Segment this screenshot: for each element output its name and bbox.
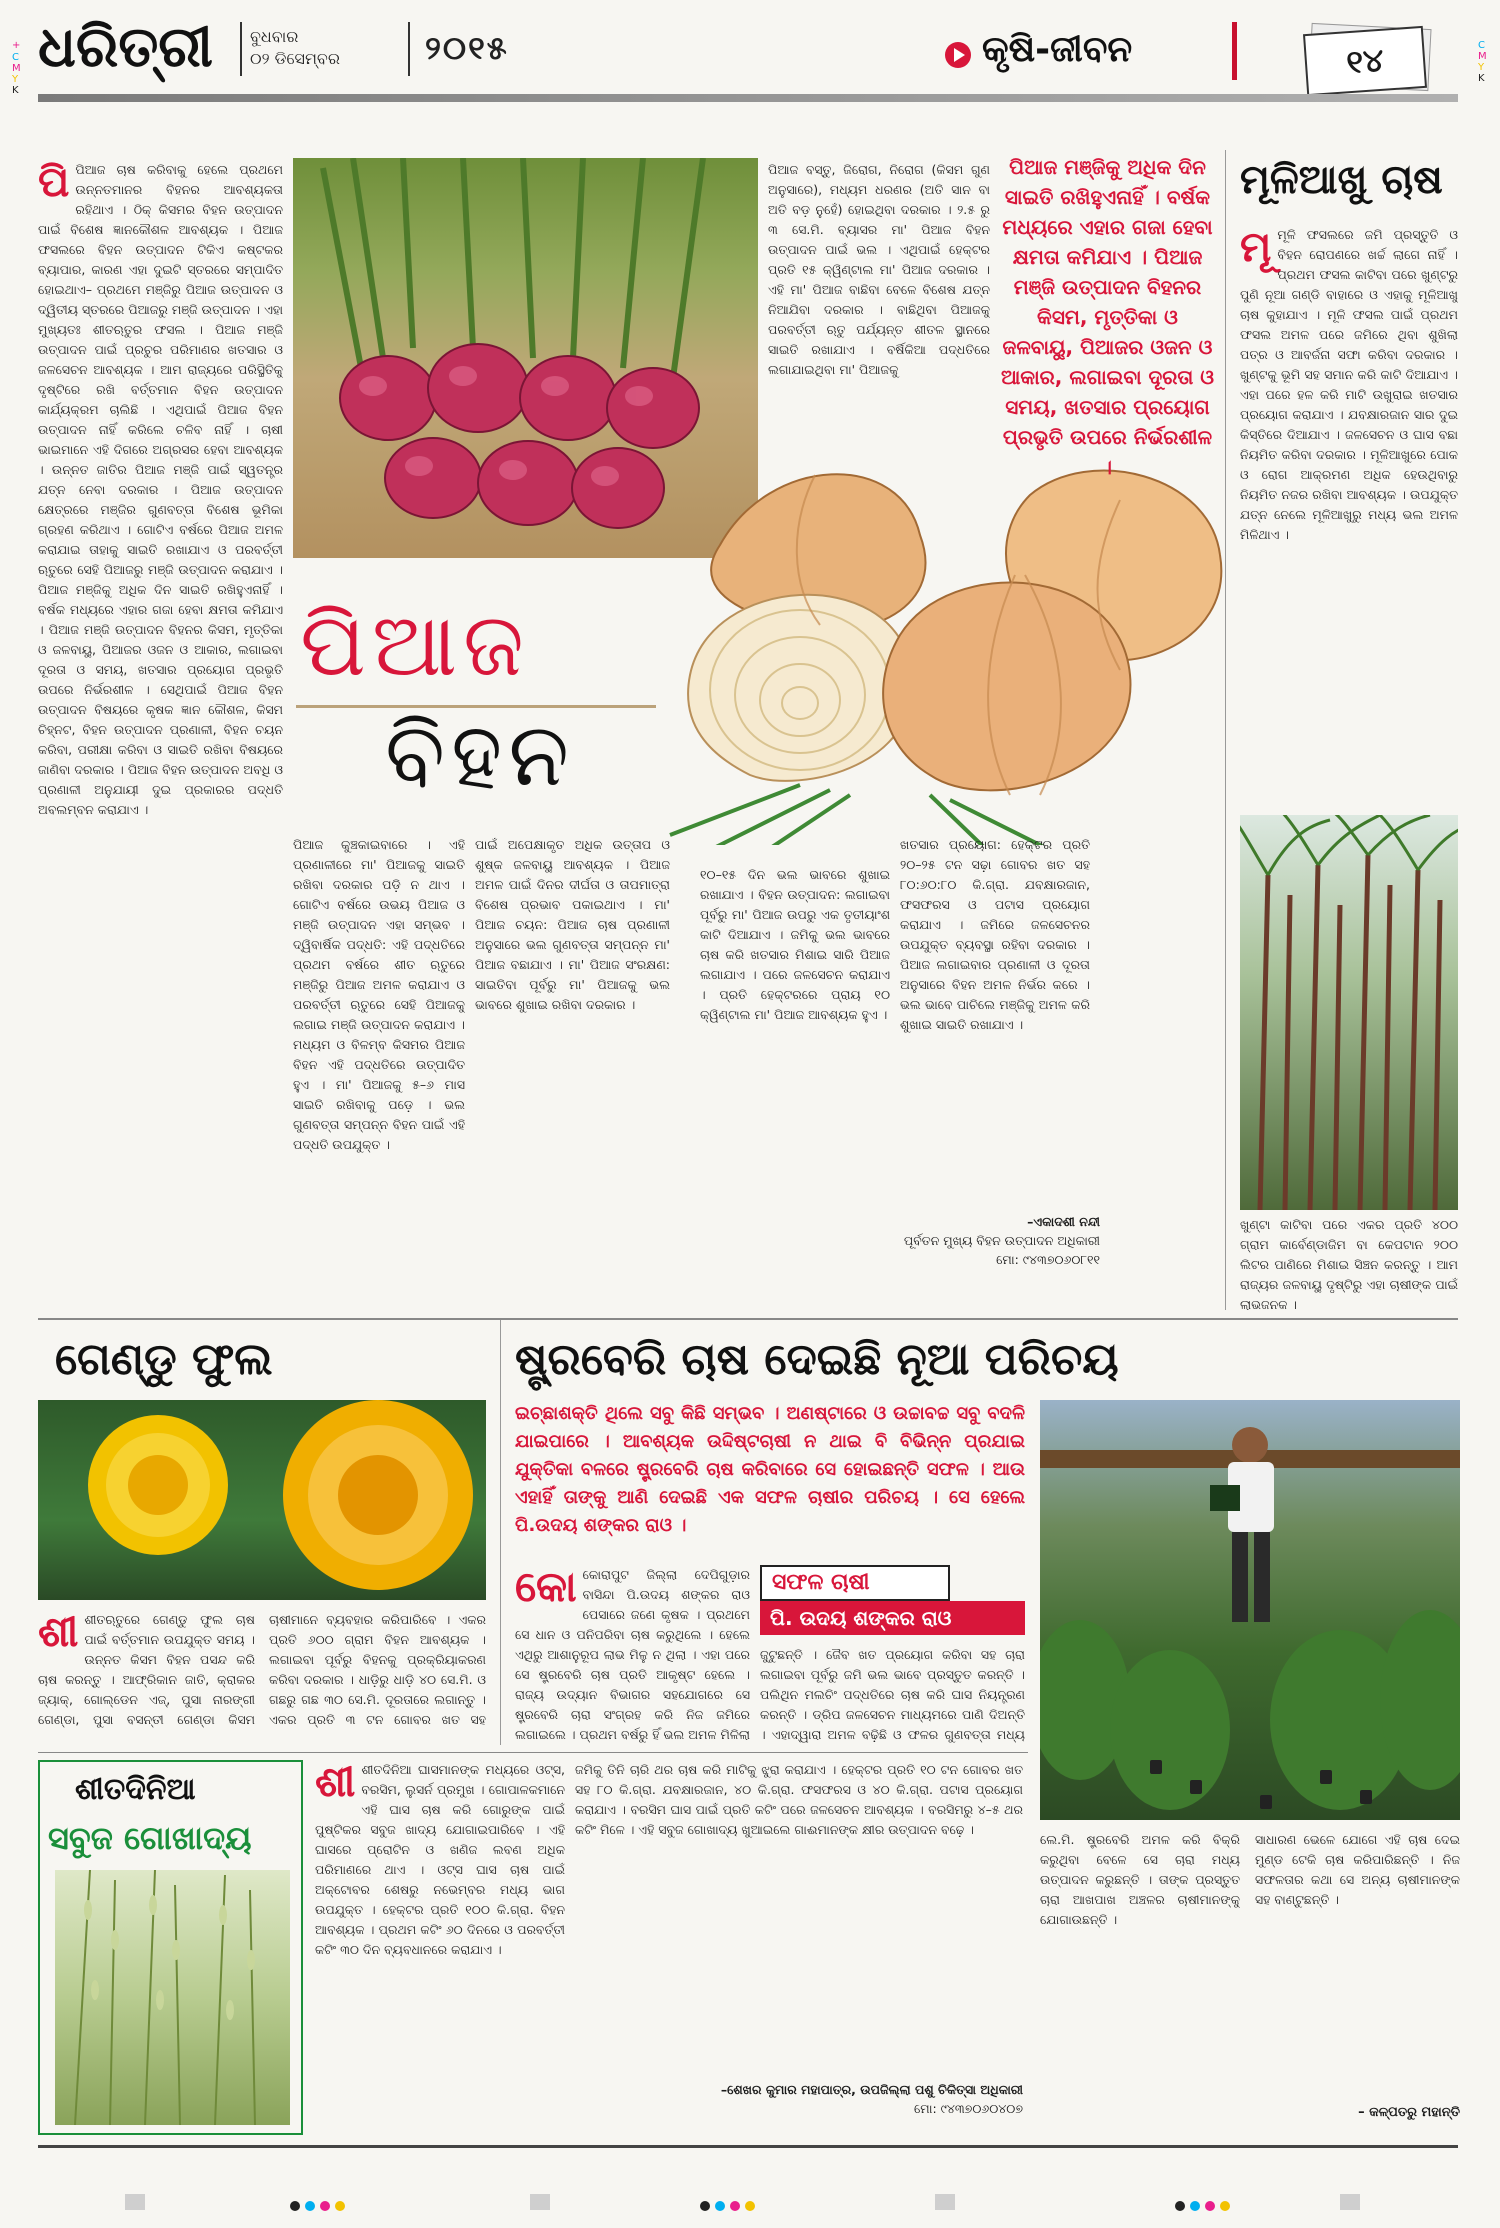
- success-farmer-badge-title: ସଫଳ ଚାଷୀ: [760, 1565, 950, 1601]
- marigold-body-text: ଶୀତଋତୁରେ ଗେଣ୍ଡୁ ଫୁଲ ଚାଷ ପାଇଁ ବର୍ତ୍ତମାନ ଉପଯୁକ୍ତ ସମୟ । ଉନ୍ନତ କିସମ ବିହନ ପସନ୍ଦ କରି ଚାଷ କରନ୍ତୁ । ଆଫ୍ରିକାନ ଜାତି, କ୍ରାକର ଜ୍ୟାକ୍, ଗୋଲ୍ଡେନ ଏଜ୍, ପୁସା ନାରଙ୍ଗୀ ଗେଣ୍ଡା, ପୁସା ବସନ୍ତୀ ଗେଣ୍ଡା କିସମ ଚାଷୀମାନେ ବ୍ୟବହାର କରିପାରିବେ । ଏକର ପ୍ରତି ୬୦୦ ଗ୍ରାମ ବିହନ ଆବଶ୍ୟକ । ଲଗାଇବା ପୂର୍ବରୁ ବିହନକୁ ପ୍ରକ୍ରିୟାକରଣ କରିବା ଦରକାର । ଧାଡ଼ିରୁ ଧାଡ଼ି ୪୦ ସେ.ମି. ଓ ଗଛରୁ ଗଛ ୩୦ ସେ.ମି. ଦୂରତାରେ ଲଗାନ୍ତୁ । ଏକର ପ୍ରତି ୩ ଟନ ଗୋବର ଖତ ସହ: [38, 1612, 486, 1727]
- play-icon: [945, 42, 971, 68]
- strawberry-col2-text: ଜୁଟୁଛନ୍ତି । ଜୈବ ଖତ ପ୍ରୟୋଗ କରିବା ସହ ଚାରା ଲଗାଇବା ପୂର୍ବରୁ ଜମି ଭଲ ଭାବେ ପ୍ରସ୍ତୁତ କରନ୍ତି । ପଲିଥିନ ମଲଚିଂ ପଦ୍ଧତିରେ ଚାଷ କରି ଘାସ ନିୟନ୍ତ୍ରଣ କରନ୍ତି । ଡ୍ରିପ ଜଳସେଚନ ମାଧ୍ୟମରେ ପାଣି ଦିଅନ୍ତି । ଏହାଦ୍ୱାରା ଅମଳ ବଢ଼ିଛି ଓ ଫଳର ଗୁଣବତ୍ତା ମଧ୍ୟ: [760, 1647, 1025, 1742]
- onion-col5: [900, 835, 1090, 1210]
- strawberry-cont-col2: [1255, 1830, 1460, 2080]
- strawberry-headline: ଷ୍ଟ୍ରବେରି ଚାଷ ଦେଇଛି ନୂଆ ପରିଚୟ: [515, 1334, 1119, 1385]
- strawberry-farmer-illustration: [1040, 1400, 1460, 1820]
- fodder-byline-block: [575, 2080, 1023, 2118]
- section-divider-lower: [38, 1752, 1028, 1753]
- onion-col4-text: ୧୦–୧୫ ଦିନ ଭଲ ଭାବରେ ଶୁଖାଇ ରଖାଯାଏ । ବିହନ ଉତ୍ପାଦନ: ଲଗାଇବା ପୂର୍ବରୁ ମା' ପିଆଜ ଉପରୁ ଏକ ତୃତୀୟାଂଶ କାଟି ଦିଆଯାଏ । ଜମିକୁ ଭଲ ଭାବରେ ଚାଷ କରି ଖତସାର ମିଶାଇ ସାରି ପିଆଜ ଲଗାଯାଏ । ପରେ ଜଳସେଚନ କରାଯାଏ । ପ୍ରତି ହେକ୍ଟରରେ ପ୍ରାୟ ୧୦ କ୍ୱିଣ୍ଟାଲ ମା' ପିଆଜ ଆବଶ୍ୟକ ହୁଏ ।: [700, 867, 890, 1022]
- registration-marks-left: + C M Y K: [12, 40, 21, 96]
- onion-col1-text: ପିଆଜ ଚାଷ କରିବାକୁ ହେଲେ ପ୍ରଥମେ ଉନ୍ନତମାନର ବିହନର ଆବଶ୍ୟକତା ରହିଥାଏ । ଠିକ୍ କିସମର ବିହନ ଉତ୍ପାଦନ ପାଇଁ ବିଶେଷ ଜ୍ଞାନକୌଶଳ ଆବଶ୍ୟକ । ପିଆଜ ଫସଲରେ ବିହନ ଉତ୍ପାଦନ ଟିକିଏ କଷ୍ଟକର ବ୍ୟାପାର, କାରଣ ଏହା ଦୁଇଟି ସ୍ତରରେ ସମ୍ପାଦିତ ହୋଇଥାଏ– ପ୍ରଥମେ ମଞ୍ଜିରୁ ପିଆଜ ଉତ୍ପାଦନ ଓ ଦ୍ୱିତୀୟ ସ୍ତରରେ ପିଆଜରୁ ମଞ୍ଜି ଉତ୍ପାଦନ । ଏହା ମୁଖ୍ୟତଃ ଶୀତଋତୁର ଫସଲ । ପିଆଜ ମଞ୍ଜି ଉତ୍ପାଦନ ପାଇଁ ପ୍ରଚୁର ପରିମାଣର ଖତସାର ଓ ଜଳସେଚନ ଆବଶ୍ୟକ । ଆମ ରାଜ୍ୟରେ ପରିସ୍ଥିତିକୁ ଦୃଷ୍ଟିରେ ରଖି ବର୍ତ୍ତମାନ ବିହନ ଉତ୍ପାଦନ କାର୍ଯ୍ୟକ୍ରମ ଚାଲିଛି । ଏଥିପାଇଁ ପିଆଜ ବିହନ ଉତ୍ପାଦନ ନାହିଁ କରିଲେ ଚଳିବ ନାହିଁ । ଚାଷୀ ଭାଇମାନେ ଏହି ଦିଗରେ ଅଗ୍ରସର ହେବା ଆବଶ୍ୟକ । ଉନ୍ନତ ଜାତିର ପିଆଜ ମଞ୍ଜି ପାଇଁ ସ୍ୱତନ୍ତ୍ର ଯତ୍ନ ନେବା ଦରକାର । ପିଆଜ ଉତ୍ପାଦନ କ୍ଷେତ୍ରରେ ମଞ୍ଜିର ଗୁଣବତ୍ତା ବିଶେଷ ଭୂମିକା ଗ୍ରହଣ କରିଥାଏ । ଗୋଟିଏ ବର୍ଷରେ ପିଆଜ ଅମଳ କରାଯାଇ ତାହାକୁ ସାଇତି ରଖାଯାଏ ଓ ପରବର୍ତ୍ତୀ ଋତୁରେ ସେହି ପିଆଜରୁ ମଞ୍ଜି ଉତ୍ପାଦନ କରାଯାଏ । ପିଆଜ ମଞ୍ଜିକୁ ଅଧିକ ଦିନ ସାଇତି ରଖିହୁଏନାହିଁ । ବର୍ଷକ ମଧ୍ୟରେ ଏହାର ଗଜା ହେବା କ୍ଷମତା କମିଯାଏ । ପିଆଜ ମଞ୍ଜି ଉତ୍ପାଦନ ବିହନର କିସମ, ମୃତ୍ତିକା ଓ ଜଳବାୟୁ, ପିଆଜର ଓଜନ ଓ ଆକାର, ଲଗାଇବା ଦୂରତା ଓ ସମୟ, ଖତସାର ପ୍ରୟୋଗ ପ୍ରଭୃତି ଉପରେ ନିର୍ଭରଶୀଳ । ସେଥିପାଇଁ ପିଆଜ ବିହନ ଉତ୍ପାଦନ ବିଷୟରେ କୃଷକ ଜ୍ଞାନ କୌଶଳ, କିସମ ଚିହ୍ନଟ, ବିହନ ଉତ୍ପାଦନ ପ୍ରଣାଳୀ, ବିହନ ଚୟନ କରିବା, ପରୀକ୍ଷା କରିବା ଓ ସାଇତି ରଖିବା ବିଷୟରେ ଜାଣିବା ଦରକାର । ପିଆଜ ବିହନ ଉତ୍ପାଦନ ଅବଧି ଓ ପ୍ରଣାଳୀ ଅନୁଯାୟୀ ଦୁଇ ପ୍ରକାରର ପଦ୍ଧତି ଅବଲମ୍ବନ କରାଯାଏ ।: [38, 162, 283, 817]
- page-number: ୧୪: [1303, 26, 1427, 96]
- footer-rule: [38, 2145, 1458, 2148]
- golden-onion-illustration: [650, 455, 1250, 845]
- strawberry-cont-col1: [1040, 1830, 1240, 2080]
- sugarcane-caption: [1240, 1215, 1458, 1315]
- strawberry-cont-col1-text: ଲେ.ମି. ଷ୍ଟ୍ରବେରି ଅମଳ କରି ବିକ୍ରି କରୁଥିବା ବେଳେ ସେ ଚାରା ମଧ୍ୟ ଉତ୍ପାଦନ କରୁଛନ୍ତି । ତାଙ୍କ ପ୍ରସ୍ତୁତ ଚାରା ଆଖପାଖ ଅଞ୍ଚଳର ଚାଷୀମାନଙ୍କୁ ଯୋଗାଉଛନ୍ତି ।: [1040, 1832, 1240, 1927]
- onion-col1: [38, 160, 283, 1310]
- fodder-col1-text: ଶୀତଦିନିଆ ଘାସମାନଙ୍କ ମଧ୍ୟରେ ଓଟ୍ସ, ବରସିମ, ଲୁସର୍ନ ପ୍ରମୁଖ । ଗୋପାଳକମାନେ ଏହି ଘାସ ଚାଷ କରି ଗୋରୁଙ୍କ ପାଇଁ ପୁଷ୍ଟିକର ସବୁଜ ଖାଦ୍ୟ ଯୋଗାଇପାରିବେ । ଏହି ଘାସରେ ପ୍ରୋଟିନ ଓ ଖଣିଜ ଲବଣ ଅଧିକ ପରିମାଣରେ ଥାଏ । ଓଟ୍ସ ଘାସ ଚାଷ ପାଇଁ ଅକ୍ଟୋବର ଶେଷରୁ ନଭେମ୍ବର ମଧ୍ୟ ଭାଗ ଉପଯୁକ୍ତ । ହେକ୍ଟର ପ୍ରତି ୧୦୦ କି.ଗ୍ରା. ବିହନ ଆବଶ୍ୟକ । ପ୍ରଥମ କଟିଂ ୬୦ ଦିନରେ ଓ ପରବର୍ତ୍ତୀ କଟିଂ ୩୦ ଦିନ ବ୍ୟବଧାନରେ କରାଯାଏ ।: [315, 1762, 565, 1957]
- success-farmer-badge-name: ପି. ଉଦୟ ଶଙ୍କର ରାଓ: [760, 1601, 1025, 1635]
- onion-dropcap: ପି: [38, 160, 70, 206]
- sugarcane-body-text: ମୂଳି ଫସଲରେ ଜମି ପ୍ରସ୍ତୁତି ଓ ବିହନ ରୋପଣରେ ଖର୍ଚ୍ଚ ଲାଗେ ନାହିଁ । ପ୍ରଥମ ଫସଲ କାଟିବା ପରେ ଖୁଣ୍ଟରୁ ପୁଣି ନୂଆ ଗଣ୍ଡି ବାହାରେ ଓ ଏହାକୁ ମୂଳିଆଖୁ ଚାଷ କୁହାଯାଏ । ମୂଳି ଫସଲ ପାଇଁ ପ୍ରଥମ ଫସଲ ଅମଳ ପରେ ଜମିରେ ଥିବା ଶୁଖିଲା ପତ୍ର ଓ ଆବର୍ଜନା ସଫା କରିବା ଦରକାର । ଖୁଣ୍ଟକୁ ଭୂମି ସହ ସମାନ କରି କାଟି ଦିଆଯାଏ । ଏହା ପରେ ହଳ କରି ମାଟି ଉଖୁରାଇ ଖତସାର ପ୍ରୟୋଗ କରାଯାଏ । ଯବକ୍ଷାରଜାନ ସାର ଦୁଇ କିସ୍ତିରେ ଦିଆଯାଏ । ଜଳସେଚନ ଓ ଘାସ ବଛା ନିୟମିତ କରିବା ଦରକାର । ମୂଳିଆଖୁରେ ପୋକ ଓ ରୋଗ ଆକ୍ରମଣ ଅଧିକ ହେଉଥିବାରୁ ନିୟମିତ ନଜର ରଖିବା ଆବଶ୍ୟକ । ଉପଯୁକ୍ତ ଯତ୍ନ ନେଲେ ମୂଳିଆଖୁରୁ ମଧ୍ୟ ଭଲ ଅମଳ ମିଳିଥାଏ ।: [1240, 227, 1458, 542]
- date: ୦୨ ଡିସେମ୍ବର: [250, 49, 340, 68]
- sugarcane-caption-text: ଖୁଣ୍ଟା କାଟିବା ପରେ ଏକର ପ୍ରତି ୪୦୦ ଗ୍ରାମ କାର୍ବେଣ୍ଡାଜିମ ବା କେପଟାନ ୨୦୦ ଲିଟର ପାଣିରେ ମିଶାଇ ସିଞ୍ଚନ କରନ୍ତୁ । ଆମ ରାଜ୍ୟର ଜଳବାୟୁ ଦୃଷ୍ଟିରୁ ଏହା ଚାଷୀଙ୍କ ପାଇଁ ଲାଭଜନକ ।: [1240, 1217, 1458, 1312]
- marigold-headline: ଗେଣ୍ଡୁ ଫୁଲ: [55, 1334, 273, 1385]
- marigold-dropcap: ଶୀ: [38, 1610, 79, 1656]
- sugarcane-illustration: [1240, 815, 1458, 1210]
- section-red-bar: [1232, 22, 1237, 80]
- onion-col3-text: ପାଇଁ ଅପେକ୍ଷାକୃତ ଅଧିକ ଉତ୍ତାପ ଓ ଶୁଷ୍କ ଜଳବାୟୁ ଆବଶ୍ୟକ । ପିଆଜ ଅମଳ ପାଇଁ ଦିନର ଦୀର୍ଘତା ଓ ତାପମାତ୍ରା ବିଶେଷ ପ୍ରଭାବ ପକାଇଥାଏ । ମା' ପିଆଜ ଚୟନ: ପିଆଜ ଚାଷ ପ୍ରଣାଳୀ ଅନୁସାରେ ଭଲ ଗୁଣବତ୍ତା ସମ୍ପନ୍ନ ମା' ପିଆଜ ବଛାଯାଏ । ମା' ପିଆଜ ସଂରକ୍ଷଣ: ସାଇତିବା ପୂର୍ବରୁ ମା' ପିଆଜକୁ ଭଲ ଭାବରେ ଶୁଖାଇ ରଖିବା ଦରକାର ।: [475, 837, 670, 1012]
- onion-col6-text: ପିଆଜ ବସ୍ତୁ, ଜିରୋଗ, ନିରୋଗ (କିସମ ଗୁଣ ଅନୁସାରେ), ମଧ୍ୟମ ଧରଣର (ଅତି ସାନ ବା ଅତି ବଡ଼ ନୁହେଁ) ହୋଇଥିବା ଦରକାର । ୨.୫ ରୁ ୩ ସେ.ମି. ବ୍ୟାସର ମା' ପିଆଜ ବିହନ ଉତ୍ପାଦନ ପାଇଁ ଭଲ । ଏଥିପାଇଁ ହେକ୍ଟର ପ୍ରତି ୧୫ କ୍ୱିଣ୍ଟାଲ ମା' ପିଆଜ ଦରକାର । ଏହି ମା' ପିଆଜ ବାଛିବା ବେଳେ ବିଶେଷ ଯତ୍ନ ନିଆଯିବା ଦରକାର । ବାଛିଥିବା ପିଆଜକୁ ପରବର୍ତ୍ତୀ ଋତୁ ପର୍ଯ୍ୟନ୍ତ ଶୀତଳ ସ୍ଥାନରେ ସାଇତି ରଖାଯାଏ । ବର୍ଷିକିଆ ପଦ୍ଧତିରେ ଲଗାଯାଇଥିବା ମା' ପିଆଜକୁ: [768, 162, 990, 377]
- date-box: [250, 26, 400, 70]
- onion-col3: [475, 835, 670, 1315]
- header-divider-1: [240, 22, 242, 76]
- section-divider-mid: [38, 1318, 1458, 1320]
- registration-marks-right: C M Y K: [1478, 40, 1487, 84]
- strawberry-dropcap: କୋ: [515, 1565, 577, 1611]
- fodder-dropcap: ଶୀ: [315, 1760, 356, 1806]
- section-title: କୃଷି-ଜୀବନ: [982, 29, 1133, 70]
- fodder-byline-contact: ମୋ: ୯୪୩୭୦୬୦୪୦୭: [913, 2101, 1023, 2116]
- masthead: ଧରିତ୍ରୀ: [38, 14, 213, 80]
- strawberry-col1-text: କୋରାପୁଟ ଜିଲ୍ଲା ଦେପିଗୁଡ଼ାର ବାସିନ୍ଦା ପି.ଉଦୟ ଶଙ୍କର ରାଓ ପେସାରେ ଜଣେ କୃଷକ । ପ୍ରଥମେ ସେ ଧାନ ଓ ପନିପରିବା ଚାଷ କରୁଥିଲେ । ହେଲେ ଏଥିରୁ ଆଶାନୁରୂପ ଲାଭ ମିଳୁ ନ ଥିଲା । ଏହା ପରେ ସେ ଷ୍ଟ୍ରବେରି ଚାଷ ପ୍ରତି ଆକୃଷ୍ଟ ହେଲେ । ରାଜ୍ୟ ଉଦ୍ୟାନ ବିଭାଗର ସହଯୋଗରେ ସେ ଷ୍ଟ୍ରବେରି ଚାରା ସଂଗ୍ରହ କରି ନିଜ ଜମିରେ ଲଗାଇଲେ । ପ୍ରଥମ ବର୍ଷରୁ ହିଁ ଭଲ ଅମଳ ମିଳିଲା: [515, 1567, 750, 1742]
- onion-col2-text: ପିଆଜ କୁଞ୍ଚକାଇବାରେ । ଏହି ପ୍ରଣାଳୀରେ ମା' ପିଆଜକୁ ସାଇତି ରଖିବା ଦରକାର ପଡ଼ି ନ ଥାଏ । ଗୋଟିଏ ବର୍ଷରେ ଉଭୟ ପିଆଜ ଓ ମଞ୍ଜି ଉତ୍ପାଦନ ଏହା ସମ୍ଭବ । ଦ୍ୱିବାର୍ଷିକ ପଦ୍ଧତି: ଏହି ପଦ୍ଧତିରେ ପ୍ରଥମ ବର୍ଷରେ ଶୀତ ଋତୁରେ ମଞ୍ଜିରୁ ପିଆଜ ଅମଳ କରାଯାଏ ଓ ପରବର୍ତ୍ତୀ ଋତୁରେ ସେହି ପିଆଜକୁ ଲଗାଇ ମଞ୍ଜି ଉତ୍ପାଦନ କରାଯାଏ । ମଧ୍ୟମ ଓ ବିଳମ୍ବ କିସମର ପିଆଜ ବିହନ ଏହି ପଦ୍ଧତିରେ ଉତ୍ପାଦିତ ହୁଏ । ମା' ପିଆଜକୁ ୫–୬ ମାସ ସାଇତି ରଖିବାକୁ ପଡ଼େ । ଭଲ ଗୁଣବତ୍ତା ସମ୍ପନ୍ନ ବିହନ ପାଇଁ ଏହି ପଦ୍ଧତି ଉପଯୁକ୍ତ ।: [293, 837, 465, 1152]
- strawberry-col1: [515, 1565, 750, 1745]
- strawberry-col2: [760, 1645, 1025, 1745]
- weekday: ବୁଧବାର: [250, 27, 299, 46]
- oats-fodder-photo: [55, 1870, 290, 2125]
- onion-headline-line1: ପିଆଜ: [300, 593, 530, 696]
- fodder-col1: [315, 1760, 565, 2140]
- onion-col6: [768, 160, 990, 450]
- strawberry-farmer-photo: [1040, 1400, 1460, 1820]
- success-farmer-badge: [760, 1565, 1025, 1635]
- sugarcane-headline: ମୂଳିଆଖୁ ଚାଷ: [1240, 157, 1443, 203]
- fodder-col2-text: ଜମିକୁ ତିନି ଚାରି ଥର ଚାଷ କରି ମାଟିକୁ ଝୁରା କରାଯାଏ । ହେକ୍ଟର ପ୍ରତି ୧୦ ଟନ ଗୋବର ଖତ ସହ ୮୦ କି.ଗ୍ରା. ଯବକ୍ଷାରଜାନ, ୪୦ କି.ଗ୍ରା. ଫସଫରସ ଓ ୪୦ କି.ଗ୍ରା. ପଟାସ ପ୍ରୟୋଗ କରାଯାଏ । ବରସିମ ଘାସ ପାଇଁ ପ୍ରତି କଟିଂ ପରେ ଜଳସେଚନ ଆବଶ୍ୟକ । ବରସିମରୁ ୪–୫ ଥର କଟିଂ ମିଳେ । ଏହି ସବୁଜ ଗୋଖାଦ୍ୟ ଖୁଆଇଲେ ଗାଈମାନଙ୍କ କ୍ଷୀର ଉତ୍ପାଦନ ବଢ଼େ ।: [575, 1762, 1023, 1837]
- onion-byline-block: [900, 1212, 1100, 1269]
- header-divider-2: [408, 22, 410, 76]
- onion-col4: [700, 865, 890, 1315]
- strawberry-byline: – କଳ୍ପତରୁ ମହାନ୍ତି: [1358, 2105, 1460, 2120]
- fodder-col2: [575, 1760, 1023, 2075]
- footer-print-marks: [0, 2190, 1500, 2220]
- onion-byline: –ଏକାଦଶୀ ନନ୍ଦୀ: [1027, 1214, 1100, 1229]
- fodder-headline-line2: ସବୁଜ ଗୋଖାଦ୍ୟ: [48, 1819, 252, 1857]
- golden-onion-svg: [650, 455, 1250, 845]
- fodder-headline-line1: ଶୀତଦିନିଆ: [75, 1772, 196, 1807]
- strawberry-cont-col2-text: ସାଧାରଣ ଭେଳେ ଯୋଗେ ଏହି ଚାଷ ଦେଇ ମୁଣ୍ଡ ଟେକି ଚାଷ କରିପାରିଛନ୍ତି । ନିଜ ସଫଳତାର କଥା ସେ ଅନ୍ୟ ଚାଷୀମାନଙ୍କ ସହ ବାଣ୍ଟୁଛନ୍ତି ।: [1255, 1832, 1460, 1907]
- marigold-photo: [38, 1400, 486, 1600]
- onion-byline-affil: ପୂର୍ବତନ ମୁଖ୍ୟ ବିହନ ଉତ୍ପାଦନ ଅଧିକାରୀ: [903, 1233, 1100, 1248]
- onion-col5-text: ଖତସାର ପ୍ରୟୋଗ: ହେକ୍ଟର ପ୍ରତି ୨୦–୨୫ ଟନ ସଢ଼ା ଗୋବର ଖତ ସହ ୮୦:୬୦:୮୦ କି.ଗ୍ରା. ଯବକ୍ଷାରଜାନ, ଫସଫରସ ଓ ପଟାସ ପ୍ରୟୋଗ କରାଯାଏ । ଜମିରେ ଜଳସେଚନର ଉପଯୁକ୍ତ ବ୍ୟବସ୍ଥା ରହିବା ଦରକାର । ପିଆଜ ଲଗାଇବାର ପ୍ରଣାଳୀ ଓ ଦୂରତା ଅନୁସାରେ ବିହନ ଅମଳ ନିର୍ଭର କରେ । ଭଲ ଭାବେ ପାଚିଲେ ମଞ୍ଜିକୁ ଅମଳ କରି ଶୁଖାଇ ସାଇତି ରଖାଯାଏ ।: [900, 837, 1090, 1032]
- sugarcane-dropcap: ମୂ: [1240, 225, 1272, 271]
- onion-col2: [293, 835, 465, 1315]
- header-rule: [38, 94, 1458, 102]
- onion-byline-contact: ମୋ: ୯୪୩୭୦୬୦୮୧୧: [996, 1252, 1100, 1267]
- marigold-body: [38, 1610, 486, 1745]
- onion-headline-line2: ବିହନ: [385, 703, 575, 806]
- onion-quote: ପିଆଜ ମଞ୍ଜିକୁ ଅଧିକ ଦିନ ସାଇତି ରଖିହୁଏନାହିଁ । ବର୍ଷକ ମଧ୍ୟରେ ଏହାର ଗଜା ହେବା କ୍ଷମତା କମିଯାଏ । ପିଆଜ ମଞ୍ଜି ଉତ୍ପାଦନ ବିହନର କିସମ, ମୃତ୍ତିକା ଓ ଜଳବାୟୁ, ପିଆଜର ଓଜନ ଓ ଆକାର, ଲଗାଇବା ଦୂରତା ଓ ସମୟ, ଖତସାର ପ୍ରୟୋଗ ପ୍ରଭୃତି ଉପରେ ନିର୍ଭରଶୀଳ ।: [1000, 155, 1215, 479]
- fodder-byline: –ଶେଖର କୁମାର ମହାପାତ୍ର, ଉପଜିଲ୍ଲା ପଶୁ ଚିକିତ୍ସା ଅଧିକାରୀ: [720, 2082, 1023, 2097]
- strawberry-quote: ଇଚ୍ଛାଶକ୍ତି ଥିଲେ ସବୁ କିଛି ସମ୍ଭବ । ଅଣଷ୍ଟାରେ ଓ ଉଚ୍ଚାବଚ୍ଚ ସବୁ ବଦଳି ଯାଇପାରେ । ଆବଶ୍ୟକ ଉଦ୍ଦିଷ୍ଟଚାଷୀ ନ ଥାଇ ବି ବିଭିନ୍ନ ପ୍ରଯାଇ ଯୁକ୍ତିକା ବଳରେ ଷ୍ଟ୍ରବେରି ଚାଷ କରିବାରେ ସେ ହୋଇଛନ୍ତି ସଫଳ । ଆଉ ଏହାହିଁ ତାଙ୍କୁ ଆଣି ଦେଇଛି ଏକ ସଫଳ ଚାଷୀର ପରିଚୟ । ସେ ହେଲେ ପି.ଉଦୟ ଶଙ୍କର ରାଓ ।: [515, 1403, 1025, 1536]
- sugarcane-body: [1240, 225, 1458, 810]
- column-rule-marigold: [500, 1320, 501, 1745]
- column-rule-sugarcane: [1225, 150, 1226, 1310]
- oats-illustration: [55, 1870, 290, 2125]
- sugarcane-photo: [1240, 815, 1458, 1210]
- year: ୨୦୧୫: [425, 29, 509, 67]
- marigold-illustration: [38, 1400, 486, 1600]
